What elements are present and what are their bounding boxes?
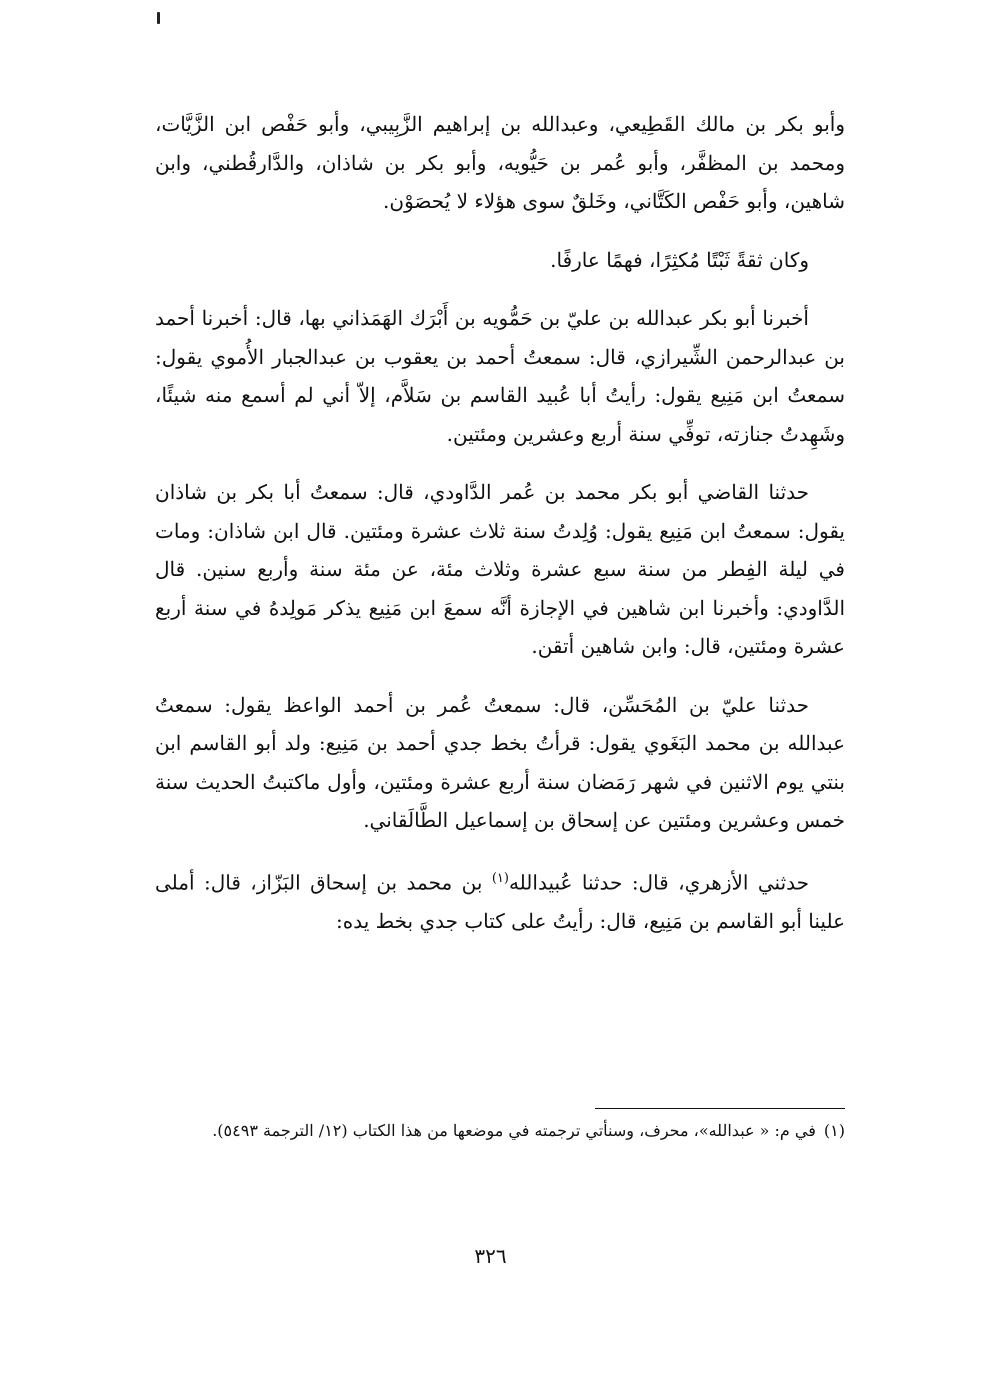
paragraph-6 [155,860,845,941]
paragraph-4: حدثنا القاضي أبو بكر محمد بن عُمر الدَّاودي، قال: سمعتُ أبا بكر بن شاذان يقول: سمعتُ ابن مَنِيع يقول: وُلِدتُ سنة ثلاث عشرة ومئتين. قال ابن شاذان: ومات في ليلة الفِطر من سنة سبع عشرة وثلاث مئة، عن مئة سنة وأربع سنين. قال الدَّاودي: وأخبرنا ابن شاهين في الإجازة أنَّه سمعَ ابن مَنِيع يذكر مَولِدهُ في سنة أربع عشرة ومئتين، قال: وابن شاهين أتقن. [155,480,845,658]
paragraph-6-end: بن محمد بن إسحاق البَزّاز، قال: أملى علينا أبو القاسم بن مَنِيع، قال: رأيتُ على كتاب جدي بخط يده: [155,870,845,933]
footnote-divider [595,1108,845,1109]
page-number: ٣٢٦ [474,1244,507,1268]
paragraph-3: أخبرنا أبو بكر عبدالله بن عليّ بن حَمُّويه بن أَبْرَك الهَمَذاني بها، قال: أخبرنا أحمد بن عبدالرحمن الشِّيرازي، قال: سمعتُ أحمد بن يعقوب بن عبدالجبار الأُموي يقول: سمعتُ ابن مَنِيع يقول: رأيتُ أبا عُبيد القاسم بن سَلاَّم، إلاّ أني لم أسمع منه شيئًا، وشَهِدتُ جنازته، توفِّي سنة أربع وعشرين ومئتين. [155,306,845,446]
paragraph-2: وكان ثقةً ثَبْتًا مُكثِرًا، فهمًا عارفًا. [550,247,809,272]
paragraph-5: حدثنا عليّ بن المُحَسِّن، قال: سمعتُ عُمر بن أحمد الواعظ يقول: سمعتُ عبدالله بن محمد البَغَوي يقول: قرأتُ بخط جدي أحمد بن مَنِيع: ولد أبو القاسم ابن بنتي يوم الاثنين في شهر رَمَضان سنة أربع عشرة ومئتين، وأول ماكتبتُ الحديث سنة خمس وعشرين ومئتين عن إسحاق بن إسماعيل الطَّالَقاني. [155,692,846,832]
scan-speck [157,12,160,24]
footnote-marker: (١) [823,1121,845,1140]
footnote [155,1118,845,1144]
paragraph-1: وأبو بكر بن مالك القَطِيعي، وعبدالله بن إبراهيم الزَّبِيبي، وأبو حَفْص ابن الزَّيَّات، ومحمد بن المظفَّر، وأبو عُمر بن حَيُّويه، وأبو بكر بن شاذان، والدَّارقُطني، وابن شاهين، وأبو حَفْص الكَتَّاني، وخَلقٌ سوى هؤلاء لا يُحصَوْن. [155,112,845,213]
footnote-text: في م: « عبدالله»، محرف، وسنأتي ترجمته في موضعها من هذا الكتاب (١٢/ الترجمة ٥٤٩٣). [212,1121,816,1140]
footnote-reference: (١) [491,870,509,886]
paragraph-6-start: حدثني الأزهري، قال: حدثنا عُبيدالله [508,870,809,895]
main-text [155,105,845,960]
